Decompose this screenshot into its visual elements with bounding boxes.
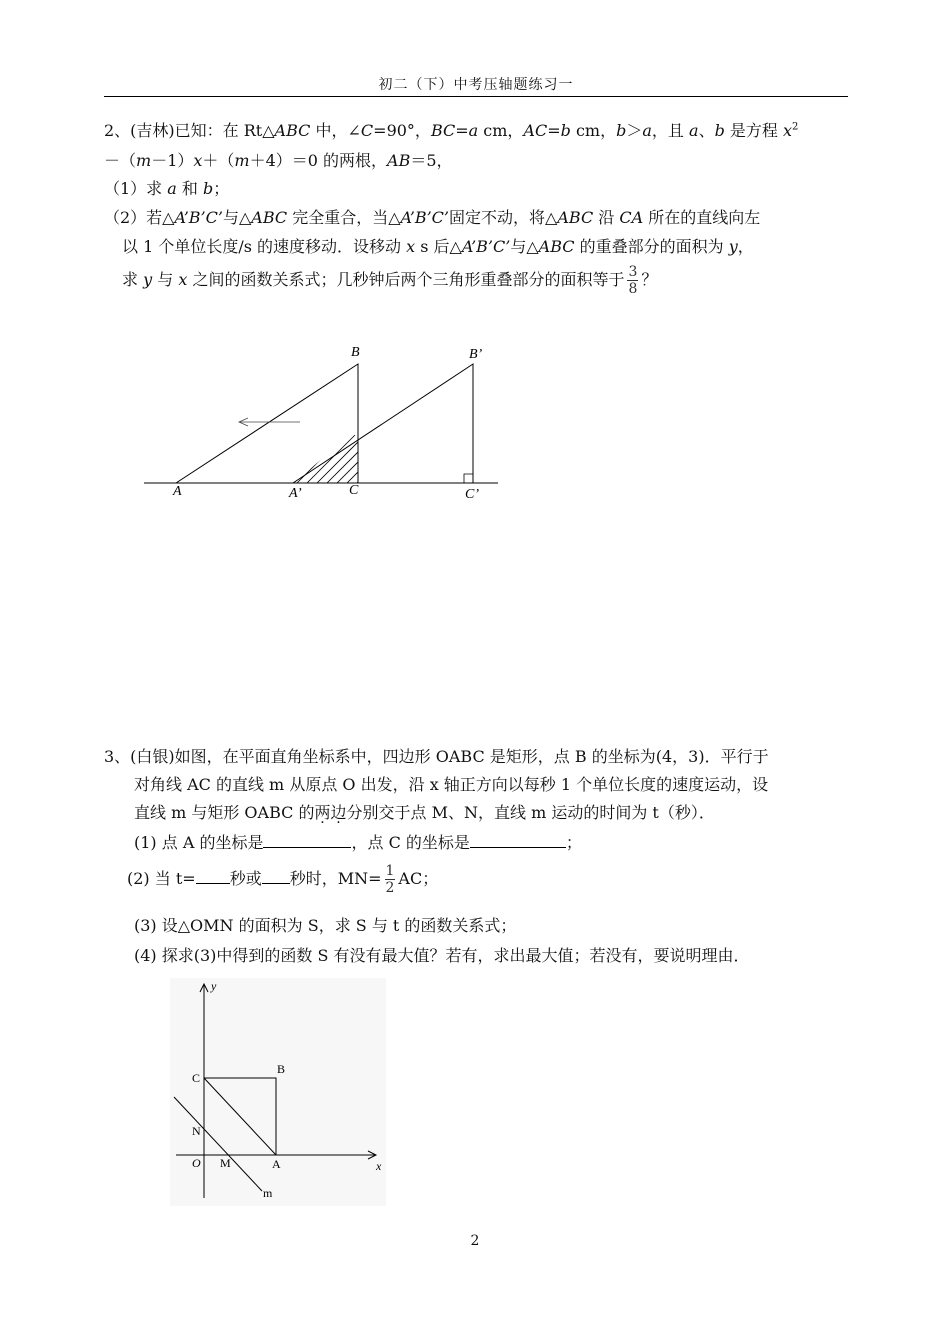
denominator: 8 xyxy=(628,281,638,297)
label-n: N xyxy=(192,1124,201,1138)
q2-part-2-line-2 xyxy=(122,234,754,257)
text: x xyxy=(406,237,416,256)
text: a xyxy=(468,121,479,140)
text: C xyxy=(360,121,374,140)
text: 以 1 个单位长度/s 的速度移动．设移动 xyxy=(122,237,407,256)
text: ABC xyxy=(251,208,288,227)
text: 与△ xyxy=(510,237,539,256)
text: b xyxy=(203,179,214,198)
q2-part-2-line-3 xyxy=(122,264,657,297)
answer-blank-c[interactable] xyxy=(470,833,566,848)
text: 2、(吉林)已知：在 Rt△ xyxy=(104,121,275,140)
text: 秒时，MN= xyxy=(289,869,382,888)
text: a xyxy=(689,121,699,140)
text: 所在的直线向左 xyxy=(643,208,761,227)
text: a xyxy=(642,121,652,140)
header-rule xyxy=(104,96,848,97)
text: 、 xyxy=(698,121,715,140)
text: s 后△ xyxy=(415,237,462,256)
text: 固定不动，将△ xyxy=(449,208,558,227)
text: 是方程 xyxy=(724,121,784,140)
text: 分别交于点 M、N，直线 m 运动的时间为 t（秒）． xyxy=(346,803,715,822)
text: AC xyxy=(523,121,548,140)
label-b-prime: B’ xyxy=(469,347,483,362)
q2-part-1 xyxy=(104,176,229,199)
denominator: 2 xyxy=(385,880,395,896)
triangle-abc xyxy=(176,364,358,483)
numerator: 1 xyxy=(385,863,395,879)
figure-background xyxy=(170,978,386,1206)
text: BC xyxy=(430,121,456,140)
text: （1）求 xyxy=(104,179,168,198)
text: y xyxy=(728,237,738,256)
text: b xyxy=(714,121,725,140)
label-b: B xyxy=(277,1062,286,1076)
page-number: 2 xyxy=(470,1233,480,1249)
text: ABC xyxy=(557,208,594,227)
fraction-three-eighths xyxy=(627,264,638,297)
text: = xyxy=(547,121,561,140)
text: 秒或 xyxy=(229,869,262,888)
right-angle-mark xyxy=(464,474,473,483)
text: 之间的函数关系式；几秒钟后两个三角形重叠部分的面积等于 xyxy=(187,270,625,289)
emphasis-char: 两 xyxy=(314,803,331,822)
text: －1） xyxy=(151,151,194,170)
numerator: 3 xyxy=(628,264,638,280)
fraction-one-half xyxy=(385,863,396,896)
text: x xyxy=(178,270,188,289)
text: 求 xyxy=(122,270,144,289)
text: a xyxy=(167,179,177,198)
q2-triangles-figure xyxy=(140,340,520,510)
text: ，点 C 的坐标是 xyxy=(351,833,470,852)
text: (1) 点 A 的坐标是 xyxy=(134,833,264,852)
text: 沿 xyxy=(593,208,620,227)
text: ＞ xyxy=(626,121,643,140)
label-line-m: m xyxy=(263,1186,273,1200)
text: y xyxy=(143,270,153,289)
triangle-a2b2c2 xyxy=(293,364,473,483)
label-c-prime: C’ xyxy=(465,487,479,502)
page-header-title: 初二（下）中考压轴题练习一 xyxy=(378,77,574,93)
text: m xyxy=(136,151,152,170)
q3-part-4: (4) 探求(3)中得到的函数 S 有没有最大值？若有，求出最大值；若没有，要说明理由． xyxy=(134,946,750,965)
text: m xyxy=(234,151,250,170)
q3-part-1 xyxy=(134,830,582,853)
text: －（ xyxy=(104,151,137,170)
label-m-point: M xyxy=(220,1156,231,1170)
text: ； xyxy=(565,833,582,852)
answer-blank-a[interactable] xyxy=(263,833,351,848)
text: (2) 当 t= xyxy=(127,869,196,888)
text: 完全重合，当△ xyxy=(287,208,401,227)
text: A’B’C’ xyxy=(400,208,450,227)
text: ABC xyxy=(538,237,575,256)
text: ＋4）＝0 的两根， xyxy=(249,151,388,170)
label-a: A xyxy=(272,1157,281,1171)
text: b xyxy=(616,121,627,140)
q2-part-2-line-1 xyxy=(104,205,760,228)
text: ， xyxy=(737,237,754,256)
text: A’B’C’ xyxy=(461,237,511,256)
q2-line-2 xyxy=(104,148,453,171)
text: AC； xyxy=(398,869,439,888)
text: 直线 m 与矩形 OABC 的 xyxy=(134,803,315,822)
label-c: C xyxy=(192,1071,201,1085)
text: cm， xyxy=(478,121,524,140)
q3-line-1: 3、(白银)如图，在平面直角坐标系中，四边形 OABC 是矩形，点 B 的坐标为(4，3)．平行于 xyxy=(104,747,769,766)
text: =90°， xyxy=(373,121,431,140)
answer-blank-t2[interactable] xyxy=(262,869,290,884)
text: 中，∠ xyxy=(310,121,361,140)
q3-line-3 xyxy=(134,800,715,823)
text: 与 xyxy=(152,270,179,289)
text: ； xyxy=(213,179,230,198)
answer-blank-t1[interactable] xyxy=(196,869,230,884)
label-y: y xyxy=(211,979,217,993)
q3-part-3: (3) 设△OMN 的面积为 S，求 S 与 t 的函数关系式； xyxy=(134,916,517,935)
text: ＋（ xyxy=(202,151,235,170)
text: x xyxy=(193,151,203,170)
text: （2）若△ xyxy=(104,208,175,227)
q3-coordinate-figure xyxy=(170,978,390,1208)
q3-line-2: 对角线 AC 的直线 m 从原点 O 出发，沿 x 轴正方向以每秒 1 个单位长度的速度运动，设 xyxy=(134,775,769,794)
text: CA xyxy=(619,208,644,227)
text: 与△ xyxy=(222,208,252,227)
text: 和 xyxy=(176,179,204,198)
label-c: C xyxy=(349,483,359,498)
label-a: A xyxy=(173,484,182,499)
text: 的重叠部分的面积为 xyxy=(574,237,729,256)
label-b: B xyxy=(351,345,360,360)
emphasis-char: 边 xyxy=(330,803,347,822)
q3-part-2 xyxy=(127,863,438,896)
label-o: O xyxy=(192,1156,201,1170)
superscript: 2 xyxy=(792,121,799,133)
text: = xyxy=(455,121,469,140)
label-a-prime: A’ xyxy=(289,486,302,501)
text: b xyxy=(560,121,571,140)
text: AB xyxy=(387,151,411,170)
text: ？ xyxy=(641,270,658,289)
text: ＝5， xyxy=(410,151,453,170)
overlap-hatching xyxy=(290,435,405,490)
text: A’B’C’ xyxy=(174,208,223,227)
q2-line-1 xyxy=(104,118,798,141)
text: x xyxy=(783,121,793,140)
text: cm， xyxy=(570,121,617,140)
text: ABC xyxy=(274,121,311,140)
label-x: x xyxy=(376,1159,382,1173)
text: ，且 xyxy=(651,121,690,140)
